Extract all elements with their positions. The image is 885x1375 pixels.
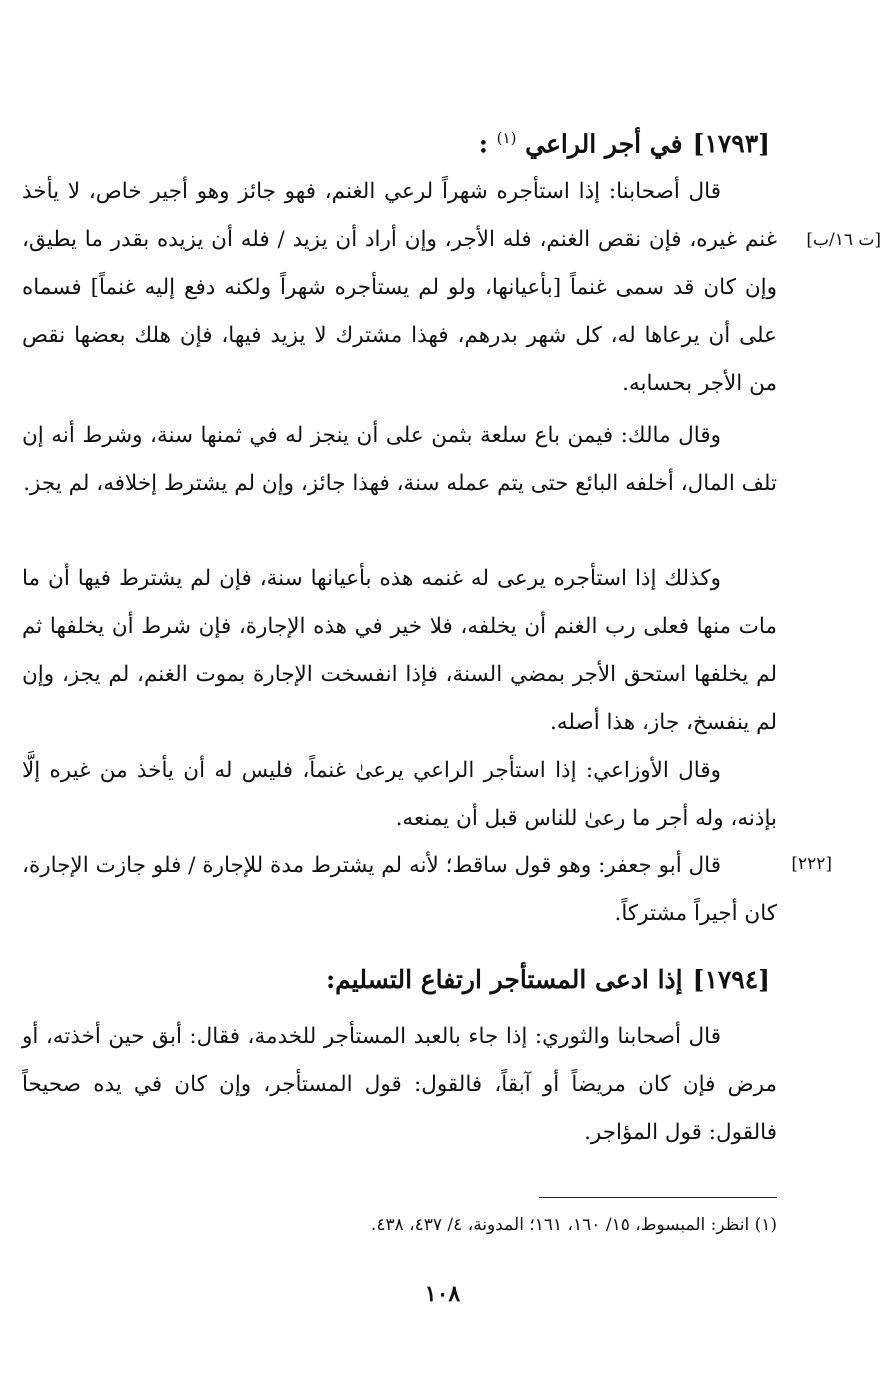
section-title: إذا ادعى المستأجر ارتفاع التسليم: (325, 965, 683, 994)
paragraph-wakadhalik: وكذلك إذا استأجره يرعى له غنمه هذه بأعيانها سنة، فإن لم يشترط فيها أن ما مات منها فعلى رب الغنم أن يخلفه، فلا خير في هذه الإجارة، فإن شرط أن يخلفها ثم لم يخلفها استحق الأجر بمضي السنة، فإذا انفسخت الإجارة بموت الغنم، لم يجز، وإن لم ينفسخ، جاز، هذا أصله. (22, 566, 777, 735)
paragraph-awzai: وقال الأوزاعي: إذا استأجر الراعي يرعىٰ غنماً، فليس له أن يأخذ من غيره إلَّا بإذنه، وله أجر ما رعىٰ للناس قبل أن يمنعه. (22, 758, 777, 831)
paragraph-abu-jafar: قال أبو جعفر: وهو قول ساقط؛ لأنه لم يشترط مدة للإجارة / فلو جازت الإجارة، كان أجيراً مشتركاً. (22, 853, 777, 926)
section-title: في أجر الراعي (525, 129, 683, 159)
paragraph-thawri: قال أصحابنا والثوري: إذا جاء بالعبد المستأجر للخدمة، فقال: أبق حين أخذته، أو مرض فإن كان مريضاً أو آبقاً، فالقول: قول المستأجر، وإن كان في يده صحيحاً فالقول: قول المؤاجر. (22, 1024, 777, 1145)
paragraph-malik: وقال مالك: فيمن باع سلعة بثمن على أن ينجز له في ثمنها سنة، وشرط أنه إن تلف المال، أخلفه البائع حتى يتم عمله سنة، فهذا جائز، وإن لم يشترط إخلافه، لم يجز. (22, 423, 777, 496)
section-heading-1793 (479, 118, 770, 164)
page-number: ١٠٨ (424, 1281, 461, 1307)
footnote-1: (١) انظر: المبسوط، ١٥/ ١٦٠، ١٦١؛ المدونة، ٤/ ٤٣٧، ٤٣٨. (370, 1215, 777, 1235)
footnote-marker: (١) (496, 129, 517, 147)
footnote-divider (539, 1197, 777, 1198)
paragraph-ashabuna: قال أصحابنا: إذا استأجره شهراً لرعي الغنم، فهو جائز وهو أجير خاص، لا يأخذ غنم غيره، فإن نقص الغنم، فله الأجر، وإن أراد أن يزيد / فله أن يزيده بقدر ما يطيق، وإن كان قد سمى غنماً [بأعيانها، ولو لم يستأجره شهراً ولكنه دفع إليه غنماً] فسماه على أن يرعاها له، كل شهر بدرهم، فهذا مشترك لا يزيد فيها، فإن هلك بعضها نقص من الأجر بحسابه. (22, 179, 777, 396)
section-heading-1794 (326, 960, 770, 1000)
margin-note-page-reference: [٢٢٢] (791, 854, 832, 874)
heading-colon: : (478, 129, 488, 159)
section-number: [١٧٩٣] (692, 129, 770, 159)
section-number: [١٧٩٤] (692, 965, 770, 994)
margin-note-manuscript-folio: [ت ١٦/ب] (806, 230, 881, 250)
